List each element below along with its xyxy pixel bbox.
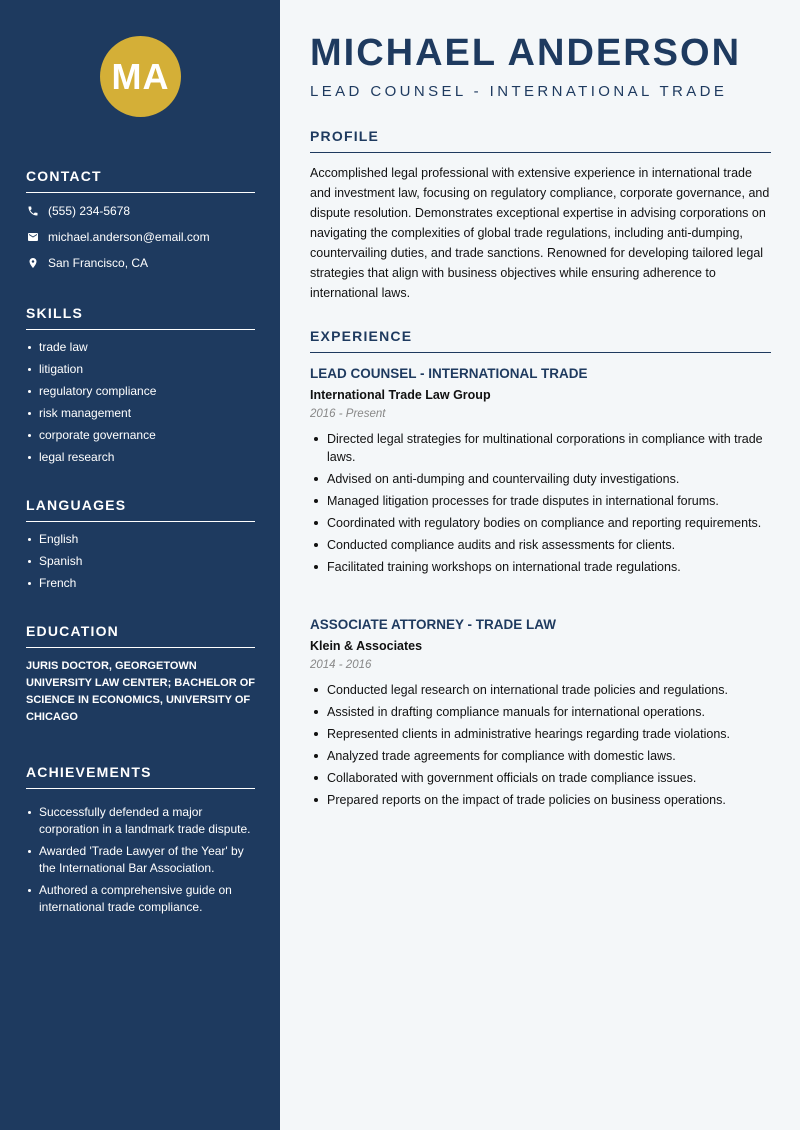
job-bullets (310, 430, 771, 576)
job-bullet: Analyzed trade agreements for compliance with domestic laws. (310, 747, 771, 765)
contact-email (26, 228, 255, 245)
job-bullet: Prepared reports on the impact of trade policies on business operations. (310, 791, 771, 809)
education-text: JURIS DOCTOR, GEORGETOWN UNIVERSITY LAW CENTER; BACHELOR OF SCIENCE IN ECONOMICS, UNIVERSITY OF CHICAGO (26, 660, 255, 723)
achievements-heading: ACHIEVEMENTS (26, 764, 255, 789)
profile-section (310, 128, 771, 303)
avatar: MA (100, 36, 181, 117)
languages-list (26, 531, 255, 592)
language-item: French (26, 575, 255, 592)
profile-text: Accomplished legal professional with extensive experience in international trade and investment law, focusing on regulatory compliance, corporate governance, and dispute resolution. Demonstrates exceptional expertise in advising corporations on navigating the complexities of global trade regulations, including anti-dumping, countervailing duties, and trade sanctions. Renowned for developing tailored legal strategies that align with business objectives while ensuring adherence to international laws. (310, 166, 770, 300)
languages-heading: LANGUAGES (26, 497, 255, 522)
contact-heading: CONTACT (26, 168, 255, 193)
job-bullet: Managed litigation processes for trade disputes in international forums. (310, 492, 771, 510)
profile-heading: PROFILE (310, 128, 771, 153)
achievements-list (26, 804, 255, 916)
achievements-section (26, 764, 255, 921)
sidebar (0, 0, 280, 1130)
job-dates: 2016 - Present (310, 408, 386, 420)
job-entry (310, 366, 771, 580)
skill-item: litigation (26, 361, 255, 378)
email-icon (26, 230, 39, 243)
language-item: Spanish (26, 553, 255, 570)
job-entry (310, 617, 771, 813)
job-bullet: Facilitated training workshops on international trade regulations. (310, 558, 771, 576)
education-heading: EDUCATION (26, 623, 255, 648)
experience-section (310, 328, 771, 353)
achievement-item: Authored a comprehensive guide on international trade compliance. (26, 882, 255, 916)
job-company: International Trade Law Group (310, 388, 491, 402)
skills-heading: SKILLS (26, 305, 255, 330)
contact-section (26, 168, 255, 271)
job-bullets (310, 681, 771, 809)
skills-list (26, 339, 255, 466)
contact-location-text: San Francisco, CA (48, 255, 149, 270)
job-bullet: Assisted in drafting compliance manuals for international operations. (310, 703, 771, 721)
skills-section (26, 305, 255, 471)
language-item: English (26, 531, 255, 548)
contact-phone (26, 202, 255, 219)
contact-phone-text: (555) 234-5678 (48, 203, 131, 218)
skill-item: corporate governance (26, 427, 255, 444)
job-bullet: Represented clients in administrative hearings regarding trade violations. (310, 725, 771, 743)
job-bullet: Collaborated with government officials on trade compliance issues. (310, 769, 771, 787)
job-role: ASSOCIATE ATTORNEY - TRADE LAW (310, 617, 557, 632)
job-bullet: Conducted legal research on international trade policies and regulations. (310, 681, 771, 699)
contact-email-text: michael.anderson@email.com (48, 229, 210, 244)
job-bullet: Directed legal strategies for multinational corporations in compliance with trade laws. (310, 430, 771, 466)
job-company: Klein & Associates (310, 639, 423, 653)
phone-icon (26, 204, 39, 217)
person-name: MICHAEL ANDERSON (310, 32, 742, 74)
location-pin-icon (26, 256, 39, 269)
achievement-item: Awarded 'Trade Lawyer of the Year' by the International Bar Association. (26, 843, 255, 877)
education-section (26, 623, 255, 726)
job-bullet: Conducted compliance audits and risk assessments for clients. (310, 536, 771, 554)
skill-item: trade law (26, 339, 255, 356)
skill-item: legal research (26, 449, 255, 466)
job-bullet: Advised on anti-dumping and countervailing duty investigations. (310, 470, 771, 488)
skill-item: risk management (26, 405, 255, 422)
languages-section (26, 497, 255, 597)
person-title: LEAD COUNSEL - INTERNATIONAL TRADE (310, 83, 728, 100)
experience-heading: EXPERIENCE (310, 328, 771, 353)
job-bullet: Coordinated with regulatory bodies on compliance and reporting requirements. (310, 514, 771, 532)
job-role: LEAD COUNSEL - INTERNATIONAL TRADE (310, 366, 588, 381)
contact-location (26, 254, 255, 271)
skill-item: regulatory compliance (26, 383, 255, 400)
achievement-item: Successfully defended a major corporation in a landmark trade dispute. (26, 804, 255, 838)
job-dates: 2014 - 2016 (310, 659, 372, 671)
